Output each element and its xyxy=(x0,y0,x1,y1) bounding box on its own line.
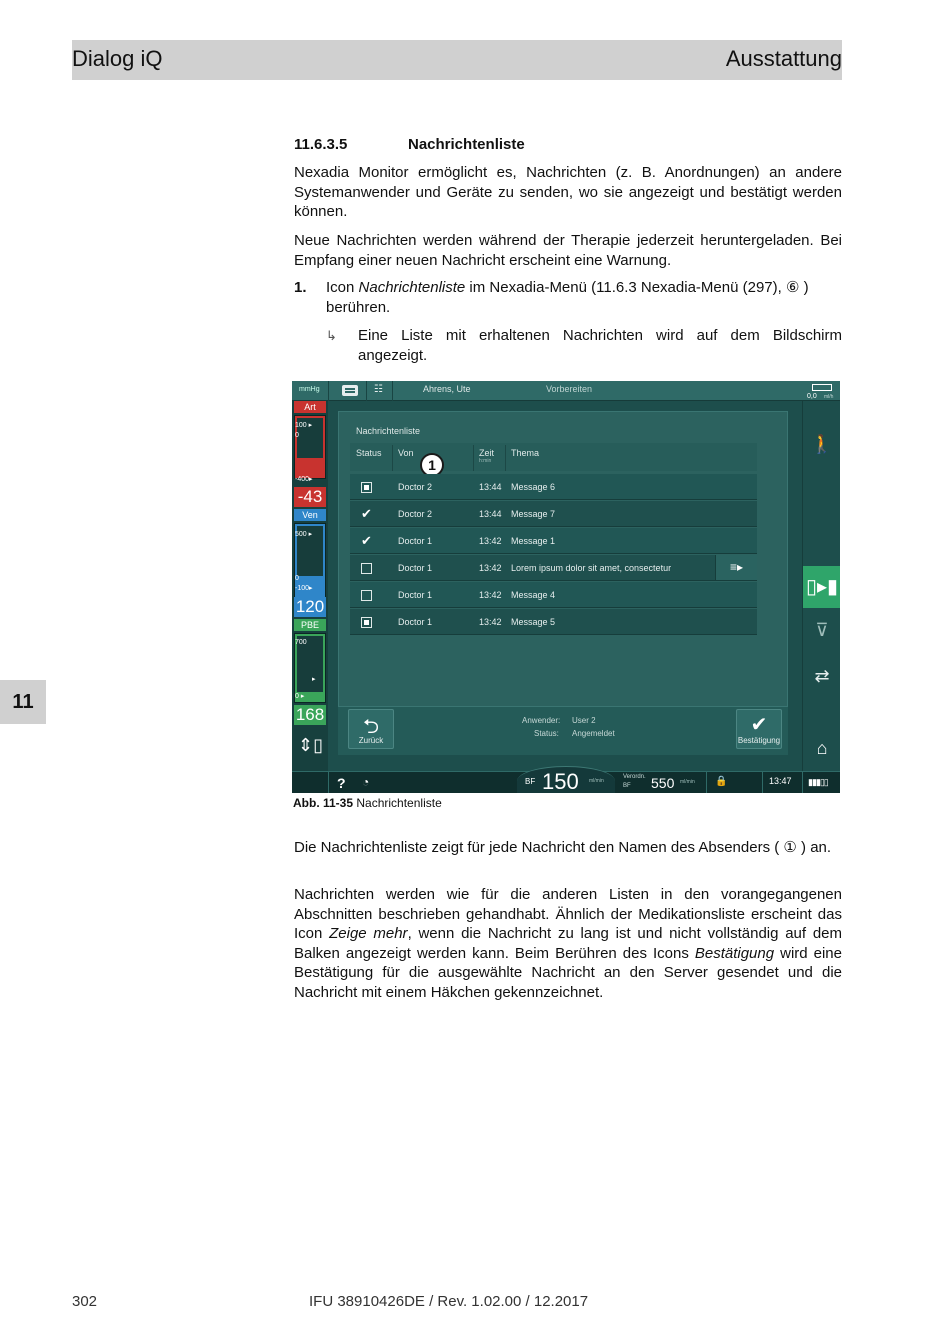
empty-box-icon xyxy=(361,563,372,574)
section-number: 11.6.3.5 xyxy=(294,136,348,153)
row-sender: Doctor 1 xyxy=(398,536,433,546)
nexadia-menu-icon[interactable]: ▯▸▮ xyxy=(803,566,840,608)
panel-title: Nachrichtenliste xyxy=(356,426,421,436)
row-time: 13:42 xyxy=(479,563,502,573)
row-time: 13:44 xyxy=(479,509,502,519)
col-thema: Thema xyxy=(511,448,540,458)
uf-rate: 0,0 xyxy=(807,393,817,400)
col-status: Status xyxy=(356,448,382,458)
art-label: Art xyxy=(294,401,326,413)
pbe-marker: ▸ xyxy=(312,676,316,683)
row-subject: Message 4 xyxy=(511,590,556,600)
step-icon-name: Nachrichtenliste xyxy=(358,279,466,296)
step-number: 1. xyxy=(294,279,307,296)
device-topbar xyxy=(292,381,840,401)
row-sender: Doctor 1 xyxy=(398,563,433,573)
col-zeit-unit: h:min xyxy=(479,458,492,464)
art-zero: 0 xyxy=(295,432,299,439)
lock-icon[interactable]: 🔒 xyxy=(715,776,728,787)
pbe-limit-high: 700 xyxy=(295,639,307,646)
row-sender: Doctor 2 xyxy=(398,509,433,519)
settings-exchange-icon[interactable]: ⇄ xyxy=(814,666,830,686)
home-icon[interactable]: ⌂ xyxy=(816,738,828,758)
paragraph-sender: Die Nachrichtenliste zeigt für jede Nachricht den Namen des Absenders ( ① ) an. xyxy=(294,839,832,856)
paragraph-handling: Nachrichten werden wie für die anderen Listen in den vorangegangenen Abschnitten beschrieben gehandhabt. Ähnlich der Medikationsliste erscheint das Icon Zeige mehr, wenn die Nachricht zu lang ist und nicht vollständig auf dem Balken angezeigt werden kann. Beim Berühren des Icons Bestätigung wird eine Bestätigung für die ausgewählte Nachricht an den Server gesendet und die Nachricht mit einem Häkchen gekennzeichnet. xyxy=(294,886,842,1001)
section-heading xyxy=(294,135,842,155)
figure-title: Nachrichtenliste xyxy=(353,796,442,810)
row-time: 13:42 xyxy=(479,590,502,600)
user-label: Anwender: xyxy=(522,716,561,725)
uf-unit: ml/h xyxy=(824,394,834,400)
divider xyxy=(392,381,393,401)
ven-limit-high: 500 ▸ xyxy=(295,531,313,538)
checkmark-icon: ✔ xyxy=(750,714,768,736)
header-chapter: Ausstattung xyxy=(725,46,842,71)
bestaetigung-term: Bestätigung xyxy=(694,944,775,962)
pressure-column xyxy=(292,401,328,771)
divider xyxy=(802,772,803,793)
bottom-panel xyxy=(338,707,788,755)
menu-divider-icon xyxy=(807,481,837,507)
table-row[interactable] xyxy=(350,555,757,581)
uf-icon xyxy=(812,384,832,391)
login-status-value: Angemeldet xyxy=(572,729,615,738)
bf-unit: ml/min xyxy=(589,778,604,784)
figure-caption xyxy=(293,796,442,810)
page-number: 302 xyxy=(72,1293,98,1310)
prescribed-sub: BF xyxy=(623,783,631,789)
timer-icon[interactable]: ◔ xyxy=(362,775,370,789)
confirm-button[interactable] xyxy=(736,709,782,749)
result-arrow-icon: ↳ xyxy=(326,328,337,343)
zeige-mehr-term: Zeige mehr xyxy=(329,925,408,942)
art-pressure-value: -43 xyxy=(294,487,326,507)
back-button[interactable] xyxy=(348,709,394,749)
patient-walk-icon[interactable]: 🚶 xyxy=(810,434,834,454)
row-sender: Doctor 1 xyxy=(398,617,433,627)
table-row[interactable] xyxy=(350,582,757,608)
row-subject: Message 7 xyxy=(511,509,556,519)
section-title: Nachrichtenliste xyxy=(408,136,525,153)
chapter-tab: 11 xyxy=(0,680,46,724)
table-row[interactable] xyxy=(350,501,757,527)
divider xyxy=(328,381,329,401)
divider xyxy=(762,772,763,793)
row-subject: Message 5 xyxy=(511,617,556,627)
divider xyxy=(505,445,506,471)
confirmed-check-icon: ✔ xyxy=(361,533,372,548)
row-time: 13:42 xyxy=(479,617,502,627)
patient-card-icon[interactable] xyxy=(342,385,358,396)
ven-label: Ven xyxy=(294,509,326,521)
pbe-zero: 0 ▸ xyxy=(295,693,305,700)
ven-limit-low: -100▸ xyxy=(295,585,313,592)
table-row[interactable] xyxy=(350,609,757,635)
confirmed-check-icon: ✔ xyxy=(361,506,372,521)
result-text: Eine Liste mit erhaltenen Nachrichten wird auf dem Bildschirm angezeigt. xyxy=(358,327,842,364)
signal-bars-icon: ▮▮▮▯▯ xyxy=(808,777,828,787)
row-subject: Message 6 xyxy=(511,482,556,492)
ven-zero: 0 xyxy=(295,575,299,582)
help-icon[interactable]: ? xyxy=(337,775,346,791)
callout-marker: 1 xyxy=(420,453,444,477)
prescribed-unit: ml/min xyxy=(680,779,695,785)
divider xyxy=(366,381,367,401)
table-row[interactable] xyxy=(350,528,757,554)
paragraph-download: Neue Nachrichten werden während der Therapie jederzeit heruntergeladen. Bei Empfang einer neuen Nachricht erscheint eine Warnung. xyxy=(294,232,842,269)
prescribed-label: Verordn. xyxy=(623,774,646,780)
show-more-icon[interactable]: ≡▸ xyxy=(715,555,757,580)
col-zeit: Zeit xyxy=(479,448,495,458)
device-statusbar xyxy=(292,771,840,793)
bf-label: BF xyxy=(525,777,536,786)
row-time: 13:44 xyxy=(479,482,502,492)
ven-pressure-value: 120 xyxy=(295,597,325,616)
row-subject: Lorem ipsum dolor sit amet, consectetur xyxy=(511,563,672,573)
art-limit-low: -400▸ xyxy=(295,476,313,483)
divider xyxy=(328,772,329,793)
row-sender: Doctor 1 xyxy=(398,590,433,600)
empty-box-icon xyxy=(361,590,372,601)
row-time: 13:42 xyxy=(479,536,502,546)
syringe-icon[interactable]: ⊽ xyxy=(815,620,829,640)
header-product: Dialog iQ xyxy=(72,46,163,71)
right-menu xyxy=(802,401,840,771)
row-subject: Message 1 xyxy=(511,536,556,546)
prescribed-bf-value: 550 xyxy=(651,775,675,791)
paragraph-intro: Nexadia Monitor ermöglicht es, Nachrichten (z. B. Anordnungen) an andere Systemanwender und Geräte zu senden, wo sie angezeigt und bestätigt werden können. xyxy=(294,164,842,220)
divider xyxy=(473,445,474,471)
patient-name: Ahrens, Ute xyxy=(423,384,471,394)
divider xyxy=(706,772,707,793)
unread-box-icon xyxy=(361,617,372,628)
step-text: Icon Nachrichtenliste im Nexadia-Menü (11.6.3 Nexadia-Menü (297), ⑥ ) berühren. xyxy=(326,279,809,316)
nexadia-list-icon[interactable]: ☷ xyxy=(374,384,383,395)
device-screenshot xyxy=(292,381,840,793)
pressure-toggle-icon[interactable]: ⇕▯ xyxy=(298,735,323,755)
figure-label: Abb. 11-35 xyxy=(293,796,354,810)
user-value: User 2 xyxy=(572,716,596,725)
back-button-label: Zurück xyxy=(358,736,384,745)
art-limit-high: 100 ▸ xyxy=(295,422,313,429)
confirm-button-label: Bestätigung xyxy=(737,736,781,745)
pbe-label: PBE xyxy=(294,619,326,631)
login-status-label: Status: xyxy=(534,729,559,738)
col-von: Von xyxy=(398,448,414,458)
page-header xyxy=(72,40,842,80)
row-sender: Doctor 2 xyxy=(398,482,433,492)
pressure-unit: mmHg xyxy=(299,386,320,393)
pbe-pressure-value: 168 xyxy=(295,705,325,724)
back-arrow-icon: ⮌ xyxy=(362,716,380,738)
document-id: IFU 38910426DE / Rev. 1.02.00 / 12.2017 xyxy=(309,1293,589,1310)
bf-value[interactable]: 150 xyxy=(542,769,579,793)
therapy-phase: Vorbereiten xyxy=(546,384,593,394)
divider xyxy=(392,445,393,471)
clock-time: 13:47 xyxy=(769,776,792,786)
table-row[interactable] xyxy=(350,474,757,500)
unread-box-icon xyxy=(361,482,372,493)
